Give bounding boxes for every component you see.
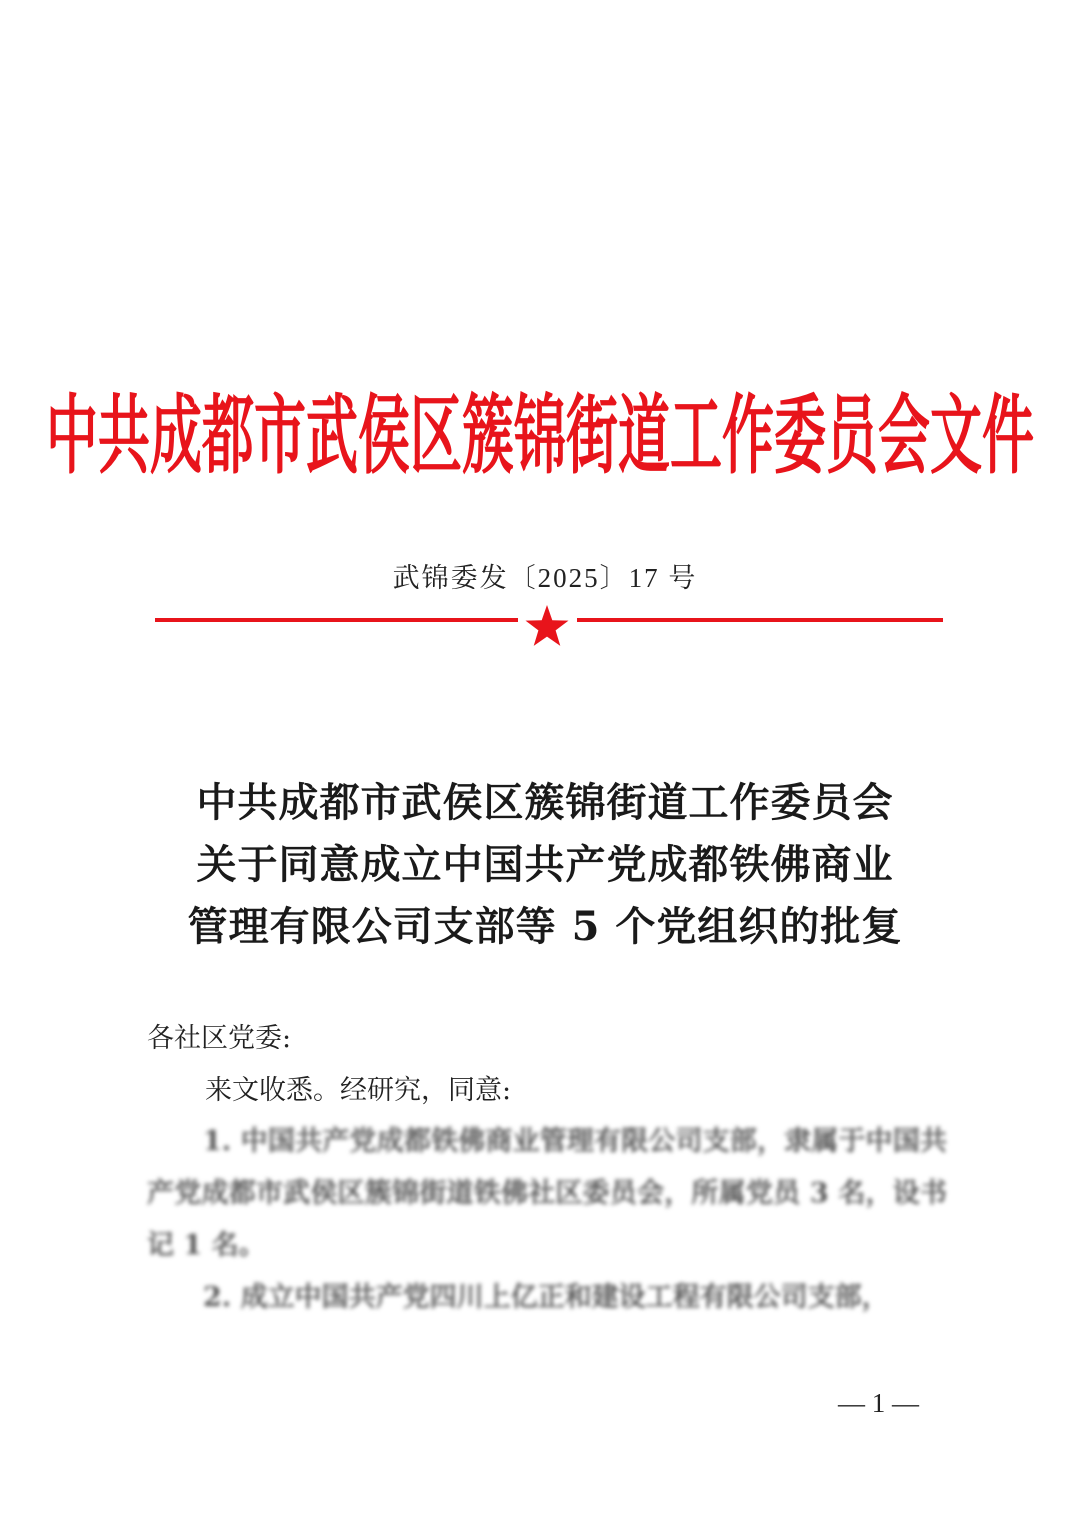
title-line-3: 管理有限公司支部等 5 个党组织的批复: [187, 903, 903, 950]
document-title: [120, 772, 970, 958]
blurred-body: [147, 1116, 947, 1324]
item-1: 1. 中国共产党成都铁佛商业管理有限公司支部，隶属于中国共产党成都市武侯区簇锦街道铁佛社区委员会，所属党员 3 名，设书记 1 名。: [147, 1126, 947, 1261]
red-rule-left: [155, 618, 518, 622]
title-line-1: 中共成都市武侯区簇锦街道工作委员会: [196, 779, 894, 826]
masthead-title: 中共成都市武侯区簇锦街道工作委员会文件: [46, 384, 1035, 486]
item-2: 2. 成立中国共产党四川上亿正和建设工程有限公司支部，: [203, 1282, 889, 1313]
title-line-2: 关于同意成立中国共产党成都铁佛商业: [196, 841, 894, 888]
red-rule-right: [577, 618, 943, 622]
page-number: — 1 —: [838, 1388, 919, 1418]
salutation: 各社区党委:: [147, 1023, 292, 1054]
document-number: 武锦委发〔2025〕17 号: [392, 563, 698, 593]
red-star-icon: [524, 604, 570, 648]
intro-paragraph: 来文收悉。经研究，同意:: [205, 1075, 512, 1106]
